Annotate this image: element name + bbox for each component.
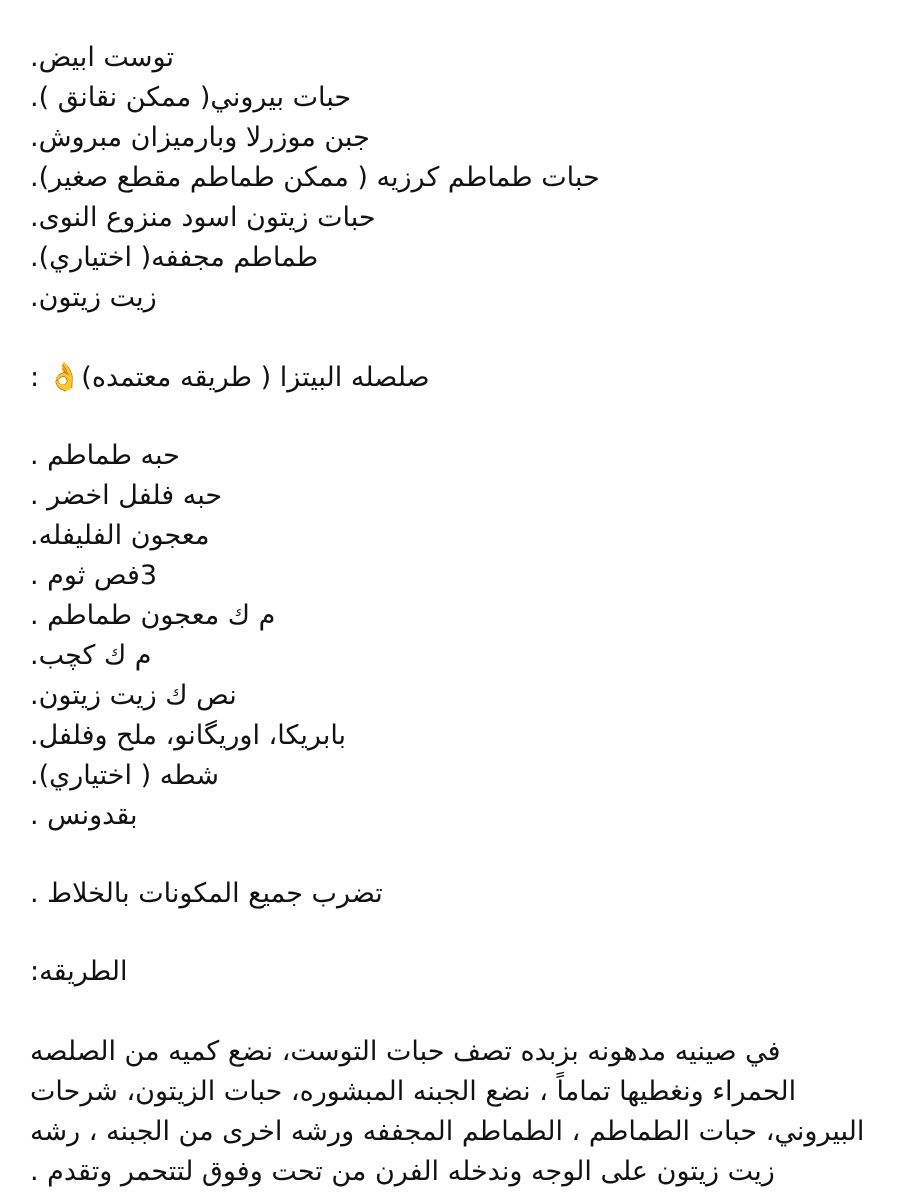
ingredient-line: طماطم مجففه( اختياري). xyxy=(30,242,319,273)
sauce-item: بقدونس . xyxy=(30,800,138,831)
sauce-item: بابريكا، اوريگانو، ملح وفلفل. xyxy=(30,720,347,751)
ingredient-line: زيت زيتون. xyxy=(30,282,157,313)
sauce-item: نص ك زيت زيتون. xyxy=(30,680,237,711)
ingredient-line: جبن موزرلا وبارميزان مبروش. xyxy=(30,122,370,153)
method-heading: الطريقه: xyxy=(30,956,128,987)
method-line: زيت زيتون على الوجه وندخله الفرن من تحت وفوق لتتحمر وتقدم . xyxy=(30,1156,775,1187)
sauce-heading: صلصله البيتزا ( طريقه معتمده)👌 : xyxy=(30,362,430,393)
ingredient-line: حبات بيروني( ممكن نقانق ). xyxy=(30,82,352,113)
sauce-item: 3فص ثوم . xyxy=(30,560,158,591)
ingredient-line: توست ابيض. xyxy=(30,42,175,73)
sauce-item: م ك معجون طماطم . xyxy=(30,600,276,631)
sauce-item: حبه فلفل اخضر . xyxy=(30,480,223,511)
blend-note: تضرب جميع المكونات بالخلاط . xyxy=(30,878,383,909)
sauce-item: معجون الفليفله. xyxy=(30,520,210,551)
ingredient-line: حبات زيتون اسود منزوع النوى. xyxy=(30,202,376,233)
sauce-item: شطه ( اختياري). xyxy=(30,760,219,791)
method-line: البيروني، حبات الطماطم ، الطماطم المجففه ورشه اخرى من الجبنه ، رشه xyxy=(30,1116,865,1147)
method-line: الحمراء ونغطيها تماماً ، نضع الجبنه المبشوره، حبات الزيتون، شرحات xyxy=(30,1076,797,1107)
method-line: في صينيه مدهونه بزبده تصف حبات التوست، نضع كميه من الصلصه xyxy=(30,1036,781,1067)
sauce-item: م ك كچب. xyxy=(30,640,152,671)
ingredient-line: حبات طماطم كرزيه ( ممكن طماطم مقطع صغير). xyxy=(30,162,600,193)
sauce-item: حبه طماطم . xyxy=(30,440,180,471)
method-paragraph xyxy=(30,1032,876,1192)
